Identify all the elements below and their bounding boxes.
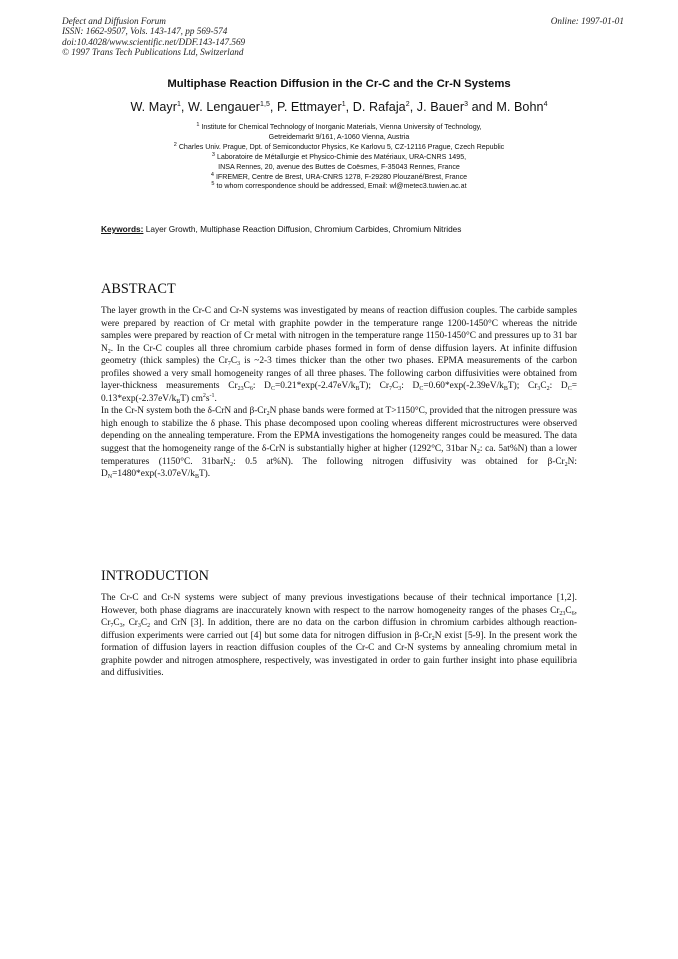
author-affiliation-number: 4 (543, 101, 548, 108)
author-name: W. Mayr (130, 100, 177, 114)
subscript: 2 (564, 461, 568, 468)
affiliation-text: Laboratoire de Métallurgie et Physico-Chimie des Matériaux, URA-CNRS 1495, (216, 152, 467, 161)
affiliation-line (40, 182, 638, 192)
affiliation-line (40, 163, 638, 173)
subscript: B (355, 386, 360, 393)
subscript: C (270, 386, 275, 393)
subscript: 2 (230, 461, 234, 468)
affiliation-line (40, 153, 638, 163)
author-name: J. Bauer (416, 100, 465, 114)
affiliation-line (40, 133, 638, 143)
subscript: B (503, 386, 508, 393)
affiliation-text: to whom correspondence should be addressed, Email: wl@metec3.tuwien.ac.at (216, 182, 467, 191)
subscript: 3 (398, 386, 402, 393)
author-name: W. Lengauer (188, 100, 260, 114)
author-name: P. Ettmayer (277, 100, 342, 114)
subscript: 2 (476, 449, 480, 456)
affiliation-number: 3 (211, 151, 215, 158)
subscript: 2 (431, 635, 435, 642)
copyright-line: © 1997 Trans Tech Publications Ltd, Switzerland (62, 47, 244, 58)
affiliation-text: Charles Univ. Prague, Dpt. of Semiconductor Physics, Ke Karlovu 5, CZ-12116 Prague, Czech Republic (178, 142, 505, 151)
author-affiliation-number: 1,5 (260, 101, 270, 108)
doi-line: doi:10.4028/www.scientific.net/DDF.143-147.569 (62, 36, 246, 47)
subscript: 2 (266, 411, 270, 418)
subscript: 6 (249, 386, 253, 393)
subscript: 7 (389, 386, 392, 393)
subscript: 2 (546, 386, 550, 393)
affiliation-line (40, 173, 638, 183)
superscript: 2 (202, 392, 206, 399)
abstract-body (101, 305, 577, 481)
affiliation-list (40, 123, 638, 192)
abstract-paragraph-1: The layer growth in the Cr-C and Cr-N systems was investigated by means of reaction diffusion couples. The carbide samples were prepared by reaction of Cr metal with graphite powder in the temperature range 1200-1450°C whereas the nitride samples were prepared by reaction of Cr metal with nitrogen in the temperature range 1150-1450°C and pressures up to 31 bar $N_2$. In the Cr-C couples all three chromium carbide phases formed in form of dense diffusion layers. At infinite diffusion geometry (thick samples) the $Cr_7C_3$ is ~2-3 times thicker than the other two phases. EPMA measurements of the carbon profiles showed a very small homogeneity ranges of all three phases. The following carbon diffusivities were obtained from layer-thickness measurements $Cr_{23}C_6$: $D_C=0.21*\exp(-2.47eV/k_BT)$; $Cr_7C_3$: $D_C=0.60*\exp(-2.39eV/k_BT)$; $Cr_3C_2$: $D_C= 0.13*\exp(-2.37eV/k_BT)$ $cm^2s^{-1}$. (101, 306, 577, 405)
subscript: 6 (571, 610, 575, 617)
introduction-heading: INTRODUCTION (101, 568, 210, 584)
subscript: B (194, 474, 199, 481)
paper-title: Multiphase Reaction Diffusion in the Cr-C and the Cr-N Systems (167, 78, 511, 90)
subscript: 23 (237, 386, 244, 393)
author-affiliation-number: 1 (176, 101, 181, 108)
subscript: C (419, 386, 424, 393)
author-affiliation-number: 1 (341, 101, 346, 108)
subscript: 3 (537, 386, 541, 393)
affiliation-line (40, 143, 638, 153)
keywords-text: Layer Growth, Multiphase Reaction Diffusion, Chromium Carbides, Chromium Nitrides (145, 224, 462, 234)
introduction-body (101, 592, 577, 680)
author-affiliation-number: 2 (405, 101, 410, 108)
author-name: M. Bohn (496, 100, 544, 114)
issn-line: ISSN: 1662-9507, Vols. 143-147, pp 569-574 (62, 26, 228, 37)
subscript: B (176, 398, 181, 405)
affiliation-number: 1 (196, 122, 200, 128)
introduction-paragraph-1: The Cr-C and Cr-N systems were subject of many previous investigations because of their technical importance [1,2]. However, both phase diagrams are inaccurately known with respect to the narrow homogeneity ranges of the phases $Cr_{23}C_6$, $Cr_7C_3$, $Cr_3C_2$ and CrN [3]. In addition, there are no data on the carbon diffusion in chromium carbides although reaction-diffusion experiments were carried out [4] but some data for nitrogen diffusion in $\beta-Cr_2N$ exist [5-9]. In the present work the formation of diffusion layers in reaction diffusion couples of the Cr-C and Cr-N systems by annealing chromium metal in graphite powder and nitrogen atmosphere, respectively, was investigated in order to gain further insight into phase equilibria and diffusivities. (101, 593, 577, 679)
online-date: Online: 1997-01-01 (550, 16, 624, 26)
subscript: 3 (119, 623, 123, 630)
subscript: N (107, 474, 113, 481)
journal-header (62, 16, 624, 58)
keywords-line (101, 224, 621, 234)
subscript: 3 (137, 623, 141, 630)
affiliation-number: 5 (211, 181, 215, 188)
abstract-paragraph-2: In the Cr-N system both the δ-CrN and $\beta-Cr_2N$ phase bands were formed at T>1150°C, provided that the nitrogen pressure was high enough to stabilize the δ phase. This phase decomposed upon cooling whereas different microstructures were observed depending on the annealing temperature. From the EPMA investigations the homogeneity ranges could be measured. The data suggest that the homogeneity range of the δ-CrN is substantially higher at higher (1292°C, 31bar $N_2$: ca. 5at%N) than a lower temperatures (1150°C. 31barN$_2$: 0.5 at%N). The following nitrogen diffusivity was obtained for $\beta-Cr_2N$: $D_N=1480*\exp(-3.07eV/k_BT)$. (101, 406, 578, 481)
subscript: 2 (107, 348, 111, 355)
affiliation-text: INSA Rennes, 20, avenue des Buttes de Coësmes, F-35043 Rennes, France (218, 162, 460, 171)
author-list: W. Mayr$^1$, W. Lengauer$^{1,5}$, P. Ettmayer$^1$, D. Rafaja$^2$, J. Bauer$^3$ and M. Bohn$^4$ (130, 100, 548, 114)
abstract-heading: ABSTRACT (101, 281, 176, 297)
journal-name: Defect and Diffusion Forum (62, 16, 166, 26)
affiliation-number: 4 (210, 171, 214, 178)
keywords-label: Keywords: (101, 224, 144, 234)
subscript: 3 (237, 361, 241, 368)
subscript: 7 (227, 361, 231, 368)
superscript: -1 (209, 392, 215, 399)
affiliation-text: IFREMER, Centre de Brest, URA-CNRS 1278, F-29280 Plouzané/Brest, France (215, 172, 468, 181)
subscript: 23 (559, 610, 566, 617)
author-affiliation-number: 3 (464, 101, 469, 108)
affiliation-text: Institute for Chemical Technology of Inorganic Materials, Vienna University of Technology, (201, 123, 482, 131)
affiliation-line (40, 123, 638, 133)
subscript: 7 (110, 623, 114, 630)
author-name: D. Rafaja (352, 100, 406, 114)
subscript: 2 (147, 623, 151, 630)
affiliation-text: Getreidemarkt 9/161, A-1060 Vienna, Austria (268, 132, 410, 141)
subscript: C (567, 386, 572, 393)
affiliation-number: 2 (173, 141, 177, 148)
